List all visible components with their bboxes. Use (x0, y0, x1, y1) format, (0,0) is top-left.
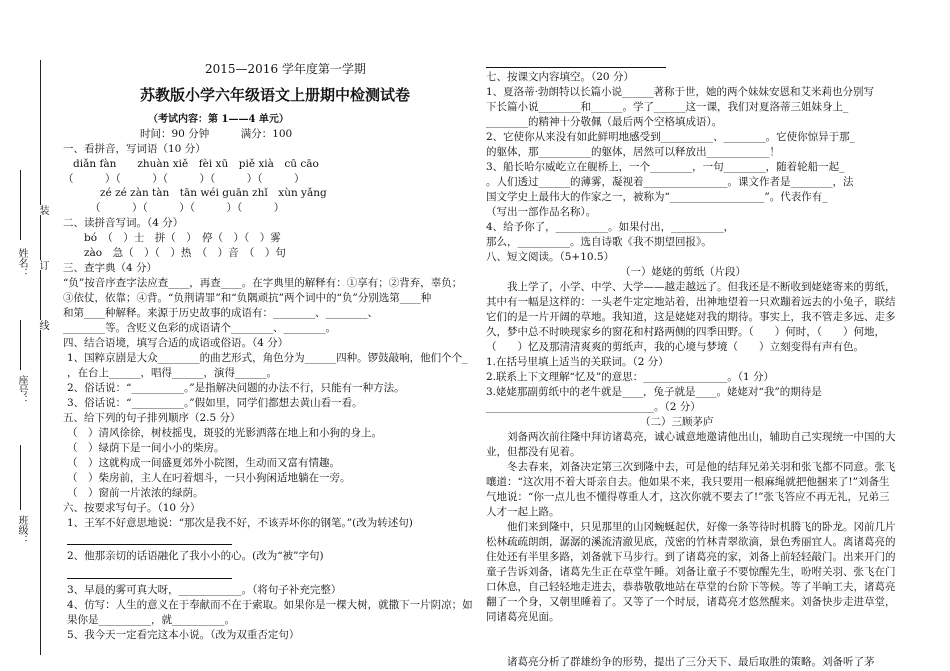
pinyin-row-1: diǎn fàn zhuàn xiě fèi xū piě xià cū cāo (73, 158, 319, 170)
fill-3a: 3、船长哈尔威屹立在舰桥上，一个________，一句________，随着轮船一起_ (486, 161, 845, 173)
reading-1-question-1: 1.在括号里填上适当的关联词。（2 分） (486, 356, 669, 368)
reading-1-passage: 我上学了，小学、中学、大学——越走越远了。但我还是不断收到姥姥寄来的剪纸，其中有一幅是这样的：一头老牛定定地站着，出神地望着一只欢蹦着远去的小兔子，联结它们的是一片开阔的草地。我知道，这是姥姥对我的期待。事实上，我不管走多远、走多久，梦中总不时映现家乡的窗花和村路两侧的四季田野。（ ）何时，（ ）何地，（ ）忆及那清清爽爽的剪纸声，我的心境与梦境（ ）立刻变得有声有色。 (486, 281, 896, 353)
fill-3c: 国文学史上最伟大的作家之一，被称为“__________________”。代表作有_ (486, 191, 828, 203)
order-item: （ ）清风徐徐，树枝摇曳，斑驳的光影洒落在地上和小狗的身上。 (67, 427, 382, 439)
binding-line (40, 60, 41, 655)
fill-4a: 4、给予你了，__________。如果付出，__________， (486, 221, 735, 233)
name-blank-line (20, 170, 21, 240)
section-1-title: 一、看拼音，写词语（10 分） (63, 143, 206, 155)
reading-2-title: （二）三顾茅庐 (640, 416, 714, 428)
fill-1c: ________的精神十分敬佩（最后两个空格填成语）。 (486, 116, 723, 128)
binding-mark-zhuang: 装 (37, 205, 48, 215)
blank-row-2: （ ）（ ）（ ）（ ） (90, 202, 285, 214)
section-2-row-1: bó （ ）士 拼（ ） 停（ ）（ ）雾 (84, 232, 281, 244)
section-2-title: 二、读拼音写词。（4 分） (63, 217, 184, 229)
section-3-title: 三、查字典（4 分） (63, 262, 158, 274)
section-4-item-2: 2、俗话说：“__________。”是指解决问题的办法不行，只能有一种方法。 (67, 382, 405, 394)
reading-2-paragraph-4: 诸葛亮分析了群雄纷争的形势，提出了三分天下、最后取胜的策略。刘备听了茅 (507, 656, 875, 668)
answer-line (67, 578, 232, 579)
rewrite-item-1: 1、王军不好意思地说：“那次是我不好，不该弄坏你的钢笔。”(改为转述句) (67, 517, 413, 529)
section-4-item-1a: 1、国粹京剧是大众________的曲艺形式，角色分为______四种。锣鼓敲响，他们个个_ (67, 352, 468, 364)
section-3-line-2: ③依仗，依靠；④背。“负荆请罪”和“负隅顽抗”两个词中的“负”分别选第____种 (63, 292, 432, 304)
section-3-line-1: “负”按音序查字法应查____，再查____。在字典里的解释有：①享有；②背弃，辜负； (63, 277, 463, 289)
reading-2-paragraph-1: 刘备两次前往隆中拜访诸葛亮，诚心诚意地邀请他出山，辅助自己实现统一中国的大业，但都没有见着。 (486, 431, 896, 458)
exam-scope: （考试内容：第 1——4 单元） (148, 114, 289, 125)
section-4-title: 四、结合语境，填写合适的成语或俗语。（4 分） (63, 337, 289, 349)
order-item: （ ）这就构成一间盛夏郊外小院图，生动而又富有情趣。 (67, 457, 340, 469)
blank-row-1: （ ）（ ）（ ）（ ）（ ） (63, 173, 305, 185)
rewrite-item-4b: 果你是__________，就__________。 (67, 614, 235, 626)
class-label: 班级： (16, 515, 27, 545)
fill-3b: 。人们透过______的薄雾，凝视着________________。课文作者是________，法 (486, 176, 854, 188)
section-4-item-1b: ，在台上______，唱得______，演得______。 (67, 367, 277, 379)
binding-mark-xian: 线 (37, 320, 48, 330)
reading-1-question-3a: 3.姥姥那副剪纸中的老牛就是____，兔子就是____。姥姥对“我”的期待是 (486, 386, 822, 398)
section-3-line-4: ________等。含贬义色彩的成语请个________、________。 (63, 322, 336, 334)
name-label: 姓名： (16, 248, 27, 278)
seat-blank-line (20, 320, 21, 370)
section-8-title: 八、短文阅读。（5+10.5） (486, 251, 615, 263)
rewrite-item-3: 3、早晨的雾可真大呀，____________。（将句子补充完整） (67, 584, 342, 596)
reading-1-question-3b: ________________________________。（2 分） (486, 401, 701, 413)
fill-1a: 1、夏洛蒂·勃朗特以长篇小说______著称于世，她的两个妹妹安恩和艾米莉也分别写 (486, 86, 875, 98)
seat-label: 座号： (16, 375, 27, 405)
rewrite-item-2: 2、他那亲切的话语融化了我小小的心。(改为“被”字句) (67, 550, 324, 562)
class-blank-line (20, 445, 21, 510)
rewrite-item-4a: 4、仿写：人生的意义在于奉献而不在于索取。如果你是一棵大树，就撒下一片阴凉；如 (67, 599, 473, 611)
top-answer-line (486, 67, 666, 68)
fill-3d: （写出一部作品名称）。 (486, 206, 597, 218)
reading-1-title: （一）姥姥的剪纸（片段） (620, 266, 746, 278)
section-3-line-3: 和第____种解释。来源于历史故事的成语有：________、________、 (63, 307, 378, 319)
answer-line (67, 544, 232, 545)
section-6-title: 六、按要求写句子。（10 分） (63, 502, 201, 514)
order-item: （ ）窗前一片浓浓的绿荫。 (67, 487, 204, 499)
rewrite-item-5: 5、我今天一定看完这本小说。（改为双重否定句） (67, 629, 300, 641)
section-4-item-3: 3、俗话说：“__________。”假如里，同学们都想去黄山看一看。 (67, 397, 363, 409)
fill-2b: 的躯体，那__________的躯体，居然可以释放出____________！ (486, 146, 780, 158)
section-7-title: 七、按课文内容填空。（20 分） (486, 71, 634, 83)
fill-1b: 下长篇小说________和______。学了______这一课，我们对夏洛蒂三姐妹身上_ (486, 101, 849, 113)
time-score: 时间：90 分钟 满分：100 (140, 128, 293, 140)
order-item: （ ）绿荫下是一间小小的柴房。 (67, 442, 225, 454)
reading-1-question-2: 2.联系上下文理解“忆及”的意思：________________。（1 分） (486, 371, 775, 383)
order-item: （ ）柴房前，主人在叼着烟斗，一只小狗闲适地躺在一旁。 (67, 472, 351, 484)
section-2-row-2: zào 急（ ）（ ）热 （ ）音 （ ）句 (84, 247, 286, 259)
fill-2a: 2、它使你从来没有如此鲜明地感受到__________、________。它使你惊异于那_ (486, 131, 855, 143)
exam-title: 苏教版小学六年级语文上册期中检测试卷 (140, 86, 411, 104)
fill-4b: 那么，__________。选自诗歌《我不期望回报》。 (486, 236, 712, 248)
binding-mark-ding: 订 (37, 260, 48, 270)
reading-2-paragraph-3: 他们来到隆中，只见那里的山冈蜿蜒起伏，好像一条等待时机腾飞的卧龙。冈前几片松林疏疏朗朗，潺潺的溪流清澈见底，茂密的竹林青翠欲滴，景色秀丽宜人。离诸葛亮的住处还有半里多路，刘备就下马步行。到了诸葛亮的家，刘备上前轻轻敲门。出来开门的童子告诉刘备，诸葛先生正在草堂午睡。刘备让童子不要惊醒先生，吩咐关羽、张飞在门口休息，自己轻轻地走进去，恭恭敬敬地站在草堂的台阶下等候。等了半晌工夫，诸葛亮翻了一个身，又朝里睡着了。又等了一个时辰，诸葛亮才悠然醒来。刘备快步走进草堂，同诸葛亮见面。 (486, 521, 896, 623)
pinyin-row-2: zé zé zàn tàn tān wéi guān zhǐ xùn yǎng (100, 187, 327, 199)
school-year: 2015—2016 学年度第一学期 (205, 62, 366, 76)
section-5-title: 五、给下列的句子排列顺序（2.5 分） (63, 412, 241, 424)
reading-2-paragraph-2: 冬去春来，刘备决定第三次到隆中去，可是他的结拜兄弟关羽和张飞都不同意。张飞嚷道：“这次用不着大哥亲自去。他如果不来，我只要用一根麻绳就把他捆来了!”刘备生气地说：“你一点儿也不懂得尊重人才，这次你就不要去了!”张飞答应不再无礼，兄弟三人才一起上路。 (486, 461, 896, 518)
